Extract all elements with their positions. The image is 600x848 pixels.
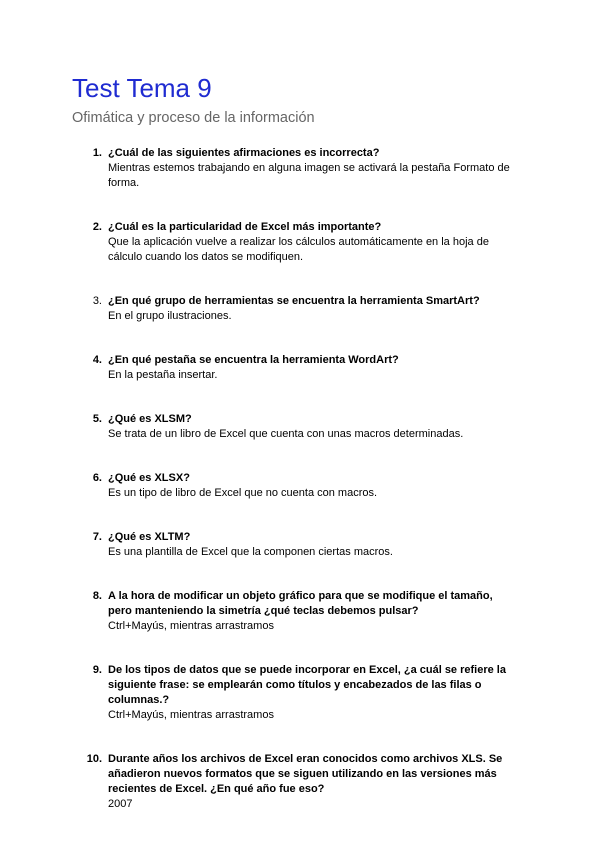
question-number: 8. <box>92 590 102 602</box>
question-text: ¿En qué grupo de herramientas se encuentra la herramienta SmartArt? <box>108 295 480 307</box>
answer-text: Que la aplicación vuelve a realizar los cálculos automáticamente en la hoja de cálculo cuando los datos se modifiquen. <box>108 236 489 263</box>
question-text: A la hora de modificar un objeto gráfico para que se modifique el tamaño, pero manteniendo la simetría ¿qué teclas debemos pulsar? <box>108 590 493 617</box>
question-item-2 <box>0 220 600 265</box>
answer-text: Es una plantilla de Excel que la componen ciertas macros. <box>108 546 393 558</box>
question-item-4 <box>0 353 600 383</box>
question-number: 7. <box>92 531 102 543</box>
answer-text: Es un tipo de libro de Excel que no cuenta con macros. <box>108 487 378 499</box>
answer-text: 2007 <box>108 798 133 810</box>
page-title: Test Tema 9 <box>72 73 212 103</box>
question-number: 3. <box>92 295 102 307</box>
question-text: ¿En qué pestaña se encuentra la herramienta WordArt? <box>108 354 399 366</box>
question-text: ¿Cuál es la particularidad de Excel más importante? <box>108 221 382 233</box>
answer-text: En la pestaña insertar. <box>108 369 218 381</box>
answer-text: Mientras estemos trabajando en alguna imagen se activará la pestaña Formato de forma. <box>108 162 510 189</box>
question-list <box>0 146 600 812</box>
question-item-5 <box>0 412 600 442</box>
question-item-10 <box>0 752 600 812</box>
question-number: 9. <box>92 664 102 676</box>
question-number: 1. <box>92 147 102 159</box>
answer-text: En el grupo ilustraciones. <box>108 310 232 322</box>
question-text: ¿Qué es XLSX? <box>108 472 190 484</box>
question-text: De los tipos de datos que se puede incorporar en Excel, ¿a cuál se refiere la siguiente frase: se emplearán como títulos y encabezados de las filas o columnas.? <box>108 664 506 706</box>
answer-text: Ctrl+Mayús, mientras arrastramos <box>108 620 274 632</box>
page-subtitle: Ofimática y proceso de la información <box>72 110 315 126</box>
question-text: ¿Qué es XLTM? <box>108 531 191 543</box>
answer-text: Ctrl+Mayús, mientras arrastramos <box>108 709 274 721</box>
question-item-3 <box>0 294 600 324</box>
question-number: 6. <box>92 472 102 484</box>
question-number: 4. <box>92 354 102 366</box>
question-item-1 <box>0 146 600 191</box>
question-item-9 <box>0 663 600 723</box>
answer-text: Se trata de un libro de Excel que cuenta con unas macros determinadas. <box>108 428 464 440</box>
question-item-8 <box>0 589 600 634</box>
question-text: Durante años los archivos de Excel eran conocidos como archivos XLS. Se añadieron nuevos formatos que se siguen utilizando en las versiones más recientes de Excel. ¿En qué año fue eso? <box>108 753 503 795</box>
question-item-6 <box>0 471 600 501</box>
question-text: ¿Cuál de las siguientes afirmaciones es incorrecta? <box>108 147 380 159</box>
question-item-7 <box>0 530 600 560</box>
question-text: ¿Qué es XLSM? <box>108 413 192 425</box>
question-number: 5. <box>92 413 102 425</box>
question-number: 10. <box>86 753 102 765</box>
question-number: 2. <box>92 221 102 233</box>
